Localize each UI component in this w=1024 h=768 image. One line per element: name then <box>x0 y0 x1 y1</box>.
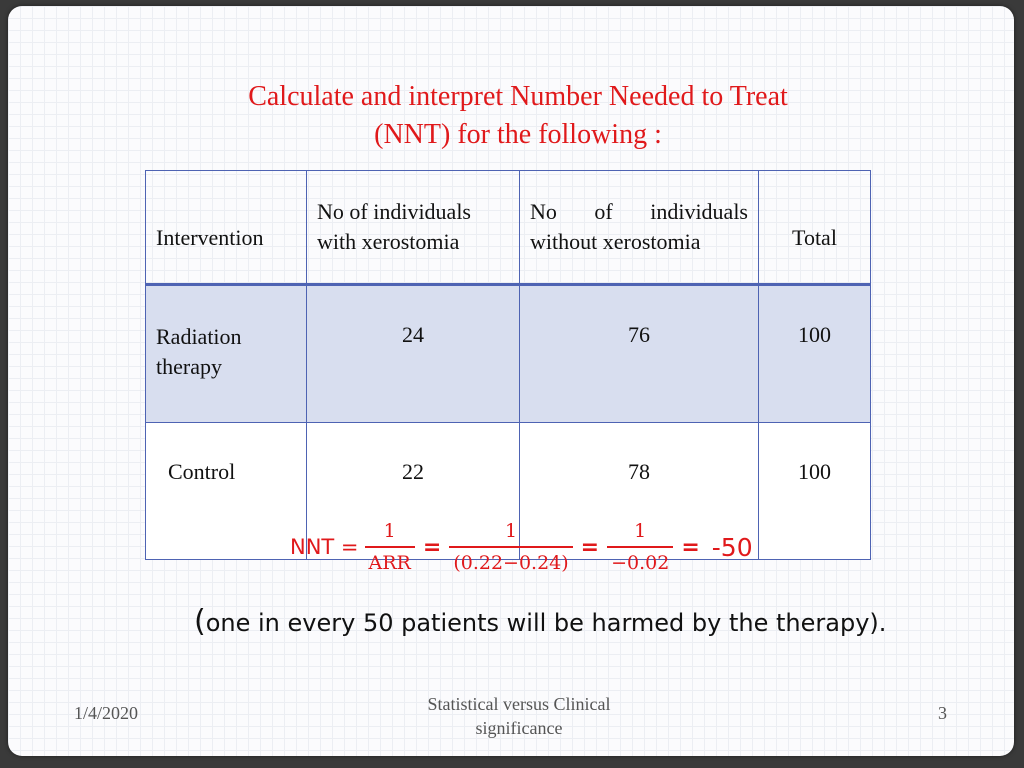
table-row <box>146 285 871 423</box>
cell-without: 76 <box>520 285 759 423</box>
cell-total: 100 <box>759 285 871 423</box>
footer-title-line-2: significance <box>475 718 563 738</box>
header-without-xerostomia <box>520 171 759 285</box>
fraction-denominator: (0.22−0.24) <box>453 552 569 574</box>
fraction-numerator: 1 <box>504 520 518 542</box>
fraction-denominator: ARR <box>368 552 411 574</box>
slide-title <box>128 78 908 154</box>
cell-total: 100 <box>759 423 871 560</box>
row-label-control: Control <box>146 423 307 560</box>
row-label-line-1: Radiation <box>156 324 242 349</box>
cell-with: 24 <box>307 285 520 423</box>
row-label-line-2: therapy <box>156 354 222 379</box>
fraction-numerator: 1 <box>383 520 396 542</box>
header-with-line-2: with xerostomia <box>317 229 460 254</box>
slide <box>8 6 1014 756</box>
fraction-numerator: 1 <box>634 520 647 542</box>
fraction-1 <box>365 520 415 574</box>
xerostomia-table <box>145 170 871 560</box>
fraction-denominator: −0.02 <box>611 552 670 574</box>
footer-title-line-1: Statistical versus Clinical <box>427 694 611 714</box>
fraction-3 <box>607 520 673 574</box>
equals-sign: = <box>580 534 600 560</box>
fraction-2 <box>449 520 572 574</box>
header-without-line-1: No of individuals <box>530 199 748 224</box>
note-open-paren: ( <box>194 604 206 639</box>
cell-with: 22 <box>307 423 520 560</box>
footer-title <box>388 692 650 740</box>
formula-result: -50 <box>711 532 753 562</box>
header-with-xerostomia <box>307 171 520 285</box>
header-total: Total <box>759 171 871 285</box>
table-header-row <box>146 171 871 285</box>
equals-sign: = <box>422 534 442 560</box>
title-line-2: (NNT) for the following : <box>374 119 662 150</box>
title-line-1: Calculate and interpret Number Needed to Treat <box>248 81 788 112</box>
row-label-radiation <box>146 285 307 423</box>
header-with-line-1: No of individuals <box>317 199 471 224</box>
interpretation-note <box>194 604 886 639</box>
note-text: one in every 50 patients will be harmed by the therapy). <box>205 609 887 637</box>
page-number: 3 <box>938 703 947 723</box>
equals-sign: = <box>681 534 700 560</box>
nnt-formula <box>290 512 753 582</box>
footer-date: 1/4/2020 <box>74 703 139 723</box>
header-intervention: Intervention <box>146 171 307 285</box>
header-without-line-2: without xerostomia <box>530 229 701 254</box>
cell-without: 78 <box>520 423 759 560</box>
formula-lhs: NNT = <box>290 535 359 559</box>
